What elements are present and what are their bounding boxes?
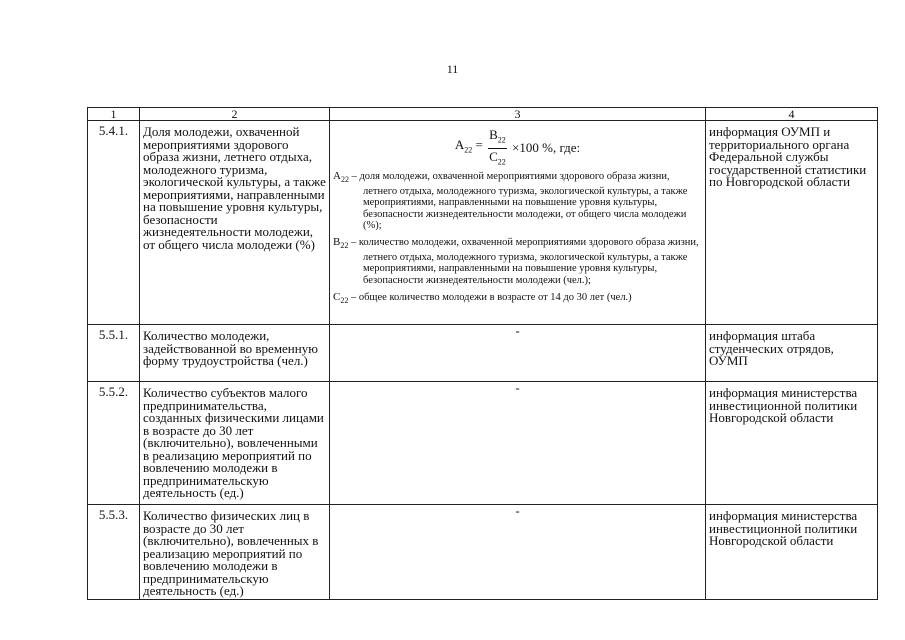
data-source: информация штаба студенческих отрядов, ОУМП xyxy=(706,325,878,382)
column-header: 4 xyxy=(706,108,878,121)
table-row xyxy=(88,382,878,505)
indicator-name: Доля молодежи, охваченной мероприятиями здорового образа жизни, летнего отдыха, молодежного туризма, экологической культуры, а также мероприятиями, направленными на повышение уровня культуры, безопасности жизнедеятельности молодежи, от общего числа молодежи (%) xyxy=(140,121,330,325)
row-number: 5.4.1. xyxy=(88,121,140,325)
indicator-name: Количество физических лиц в возрасте до 30 лет (включительно), вовлеченных в реализацию мероприятий по вовлечению молодежи в предпринимательскую деятельность (ед.) xyxy=(140,505,330,600)
column-header: 2 xyxy=(140,108,330,121)
table-row xyxy=(88,121,878,325)
definition-c22: $C_{22}$ – общее количество молодежи в возрасте от 14 до 30 лет (чел.) xyxy=(333,290,632,305)
calculation-method: - xyxy=(330,505,706,600)
page-number: 11 xyxy=(446,62,459,76)
data-source: информация министерства инвестиционной политики Новгородской области xyxy=(706,382,878,505)
indicator-table xyxy=(87,107,878,600)
definition-b22: $B_{22}$ – количество молодежи, охваченной мероприятиями здорового образа жизни, летнего отдыха, молодежного туризма, экологической культуры, а также мероприятиями, направленными на повышение уровня культуры, безопасности жизнедеятельности молодежи (чел.); xyxy=(333,236,699,286)
table-header-row xyxy=(88,108,878,121)
table-row xyxy=(88,505,878,600)
definition-a22: $A_{22}$ – доля молодежи, охваченной мероприятиями здорового образа жизни, летнего отдыха, молодежного туризма, экологической культуры, а также мероприятиями, направленными на повышение уровня культуры, безопасности жизнедеятельности молодежи, от общего числа молодежи (%); xyxy=(333,170,688,232)
formula: $A_{22}$ = $\frac{B_{22}}{C_{22}}$ ×100 %, где: xyxy=(333,127,702,167)
row-number: 5.5.2. xyxy=(88,382,140,505)
column-header: 3 xyxy=(330,108,706,121)
formula-fraction: $\frac{B_{22}}{C_{22}}$ xyxy=(489,127,506,167)
data-source: информация министерства инвестиционной политики Новгородской области xyxy=(706,505,878,600)
calculation-method: - xyxy=(330,325,706,382)
indicator-name: Количество молодежи, задействованной во временную форму трудоустройства (чел.) xyxy=(140,325,330,382)
calculation-method xyxy=(330,121,706,325)
calculation-method: - xyxy=(330,382,706,505)
row-number: 5.5.1. xyxy=(88,325,140,382)
data-source: информация ОУМП и территориального органа Федеральной службы государственной статистики по Новгородской области xyxy=(706,121,878,325)
row-number: 5.5.3. xyxy=(88,505,140,600)
column-header: 1 xyxy=(88,108,140,121)
indicator-name: Количество субъектов малого предпринимательства, созданных физическими лицами в возрасте до 30 лет (включительно), вовлеченными в реализацию мероприятий по вовлечению молодежи в предпринимательскую деятельность (ед.) xyxy=(140,382,330,505)
table-row xyxy=(88,325,878,382)
